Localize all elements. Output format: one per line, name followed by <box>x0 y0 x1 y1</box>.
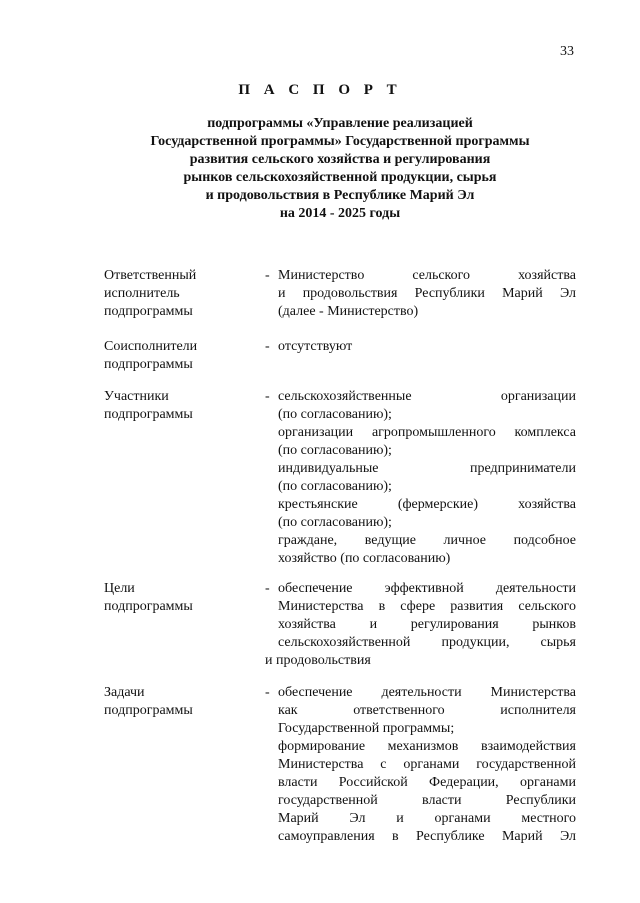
row-label <box>104 388 254 424</box>
document-title: П А С П О Р Т <box>238 82 402 98</box>
row-content <box>278 267 576 321</box>
content-line: (по согласованию); <box>278 407 392 422</box>
content-line: как ответственного исполнителя <box>278 703 576 718</box>
content-line: самоуправления в Республике Марий Эл <box>278 829 576 844</box>
row-dash: - <box>265 389 270 404</box>
content-line: власти Российской Федерации, органами <box>278 775 576 790</box>
content-line: Министерства в сфере развития сельского <box>278 599 576 614</box>
subtitle-line: рынков сельскохозяйственной продукции, сырья <box>183 170 497 185</box>
content-line: сельскохозяйственные организации <box>278 389 576 404</box>
label-line: Участники <box>104 389 169 404</box>
label-line: подпрограммы <box>104 599 193 614</box>
row-content <box>278 388 576 568</box>
label-line: исполнитель <box>104 286 180 301</box>
label-line: подпрограммы <box>104 407 193 422</box>
content-line: и продовольствия Республики Марий Эл <box>278 286 576 301</box>
content-line: крестьянские (фермерские) хозяйства <box>278 497 576 512</box>
row-label <box>104 338 254 374</box>
subtitle-line: на 2014 - 2025 годы <box>279 206 401 221</box>
page-number: 33 <box>560 44 574 59</box>
content-line: хозяйство (по согласованию) <box>278 551 451 566</box>
row-dash: - <box>265 268 270 283</box>
content-line: государственной власти Республики <box>278 793 576 808</box>
content-line: Государственной программы; <box>278 721 455 736</box>
row-dash: - <box>265 685 270 700</box>
row-dash: - <box>265 581 270 596</box>
label-line: подпрограммы <box>104 357 193 372</box>
content-line: обеспечение деятельности Министерства <box>278 685 576 700</box>
content-line: отсутствуют <box>278 339 353 354</box>
content-line: организации агропромышленного комплекса <box>278 425 576 440</box>
content-line: Министерства с органами государственной <box>278 757 576 772</box>
label-line: подпрограммы <box>104 703 193 718</box>
content-line: и продовольствия <box>265 653 371 668</box>
label-line: Задачи <box>104 685 145 700</box>
row-label <box>104 267 254 321</box>
content-line: сельскохозяйственной продукции, сырья <box>278 635 576 650</box>
content-line: Министерство сельского хозяйства <box>278 268 576 283</box>
row-content <box>278 338 576 356</box>
label-line: Ответственный <box>104 268 197 283</box>
subtitle-line: подпрограммы «Управление реализацией <box>207 116 473 131</box>
row-content <box>265 580 576 670</box>
subtitle-line: развития сельского хозяйства и регулирования <box>189 152 491 167</box>
document-subtitle <box>100 115 580 223</box>
label-line: Цели <box>104 581 135 596</box>
content-line: хозяйства и регулирования рынков <box>278 617 576 632</box>
content-line: (далее - Министерство) <box>278 304 419 319</box>
content-line: граждане, ведущие личное подсобное <box>278 533 576 548</box>
content-line: Марий Эл и органами местного <box>278 811 576 826</box>
content-line: (по согласованию); <box>278 443 392 458</box>
subtitle-line: и продовольствия в Республике Марий Эл <box>205 188 475 203</box>
row-dash: - <box>265 339 270 354</box>
row-content <box>278 684 576 846</box>
label-line: Соисполнители <box>104 339 198 354</box>
content-line: (по согласованию); <box>278 479 392 494</box>
label-line: подпрограммы <box>104 304 193 319</box>
content-line: обеспечение эффективной деятельности <box>278 581 576 596</box>
row-label <box>104 580 254 616</box>
content-line: (по согласованию); <box>278 515 392 530</box>
content-line: индивидуальные предприниматели <box>278 461 576 476</box>
content-line: формирование механизмов взаимодействия <box>278 739 576 754</box>
subtitle-line: Государственной программы» Государственной программы <box>150 134 530 149</box>
row-label <box>104 684 254 720</box>
